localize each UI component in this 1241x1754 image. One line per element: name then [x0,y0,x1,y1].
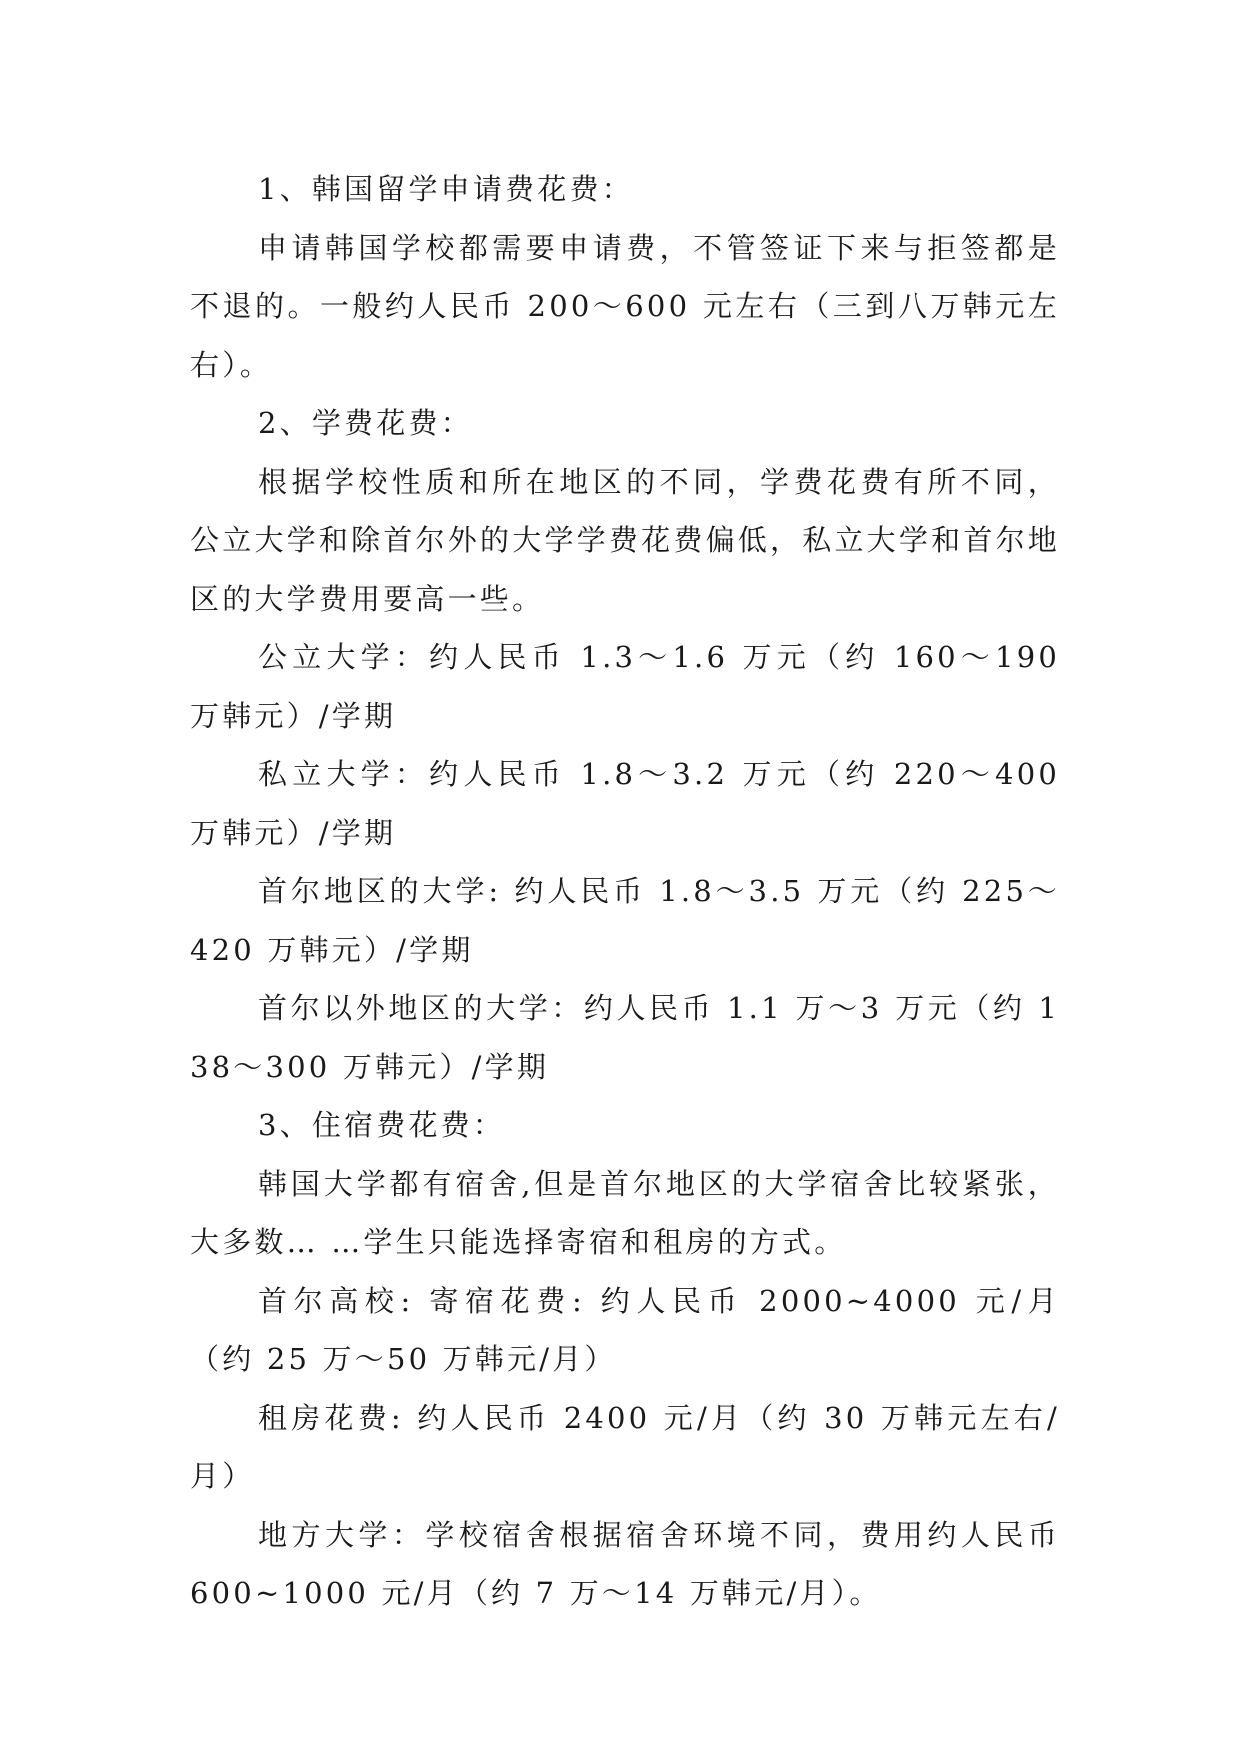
heading-tuition-fee: 2、学费花费： [258,406,473,440]
heading-accommodation-fee: 3、住宿费花费： [258,1108,506,1142]
paragraph-seoul-boarding: 首尔高校: 寄宿花费: 约人民币 2000~4000 元/月（约 25 万～50 万韩元/月） [190,1283,1060,1376]
paragraph-tuition-overview: 根据学校性质和所在地区的不同，学费花费有所不同，公立大学和除首尔外的大学学费花费偏低，私立大学和首尔地区的大学费用要高一些。 [190,464,1060,616]
paragraph-non-seoul-university: 首尔以外地区的大学：约人民币 1.1 万～3 万元（约 138～300 万韩元）/学期 [190,991,1060,1084]
paragraph-private-university: 私立大学：约人民币 1.8～3.2 万元（约 220～400 万韩元）/学期 [190,757,1060,850]
paragraph-seoul-university: 首尔地区的大学: 约人民币 1.8～3.5 万元（约 225～420 万韩元）/学期 [190,874,1060,967]
paragraph-public-university: 公立大学：约人民币 1.3～1.6 万元（约 160～190 万韩元）/学期 [190,640,1060,733]
paragraph-rental: 租房花费: 约人民币 2400 元/月（约 30 万韩元左右/月） [190,1400,1060,1493]
heading-application-fee: 1、韩国留学申请费花费： [258,172,634,206]
document-body [190,160,1060,1623]
paragraph-accommodation-overview: 韩国大学都有宿舍,但是首尔地区的大学宿舍比较紧张，大多数… …学生只能选择寄宿和租房的方式。 [190,1166,1060,1259]
paragraph-application-fee: 申请韩国学校都需要申请费，不管签证下来与拒签都是不退的。一般约人民币 200～600 元左右（三到八万韩元左右）。 [190,230,1060,382]
paragraph-local-university-dorm: 地方大学：学校宿舍根据宿舍环境不同，费用约人民币 600~1000 元/月（约 7 万～14 万韩元/月）。 [190,1517,1060,1610]
